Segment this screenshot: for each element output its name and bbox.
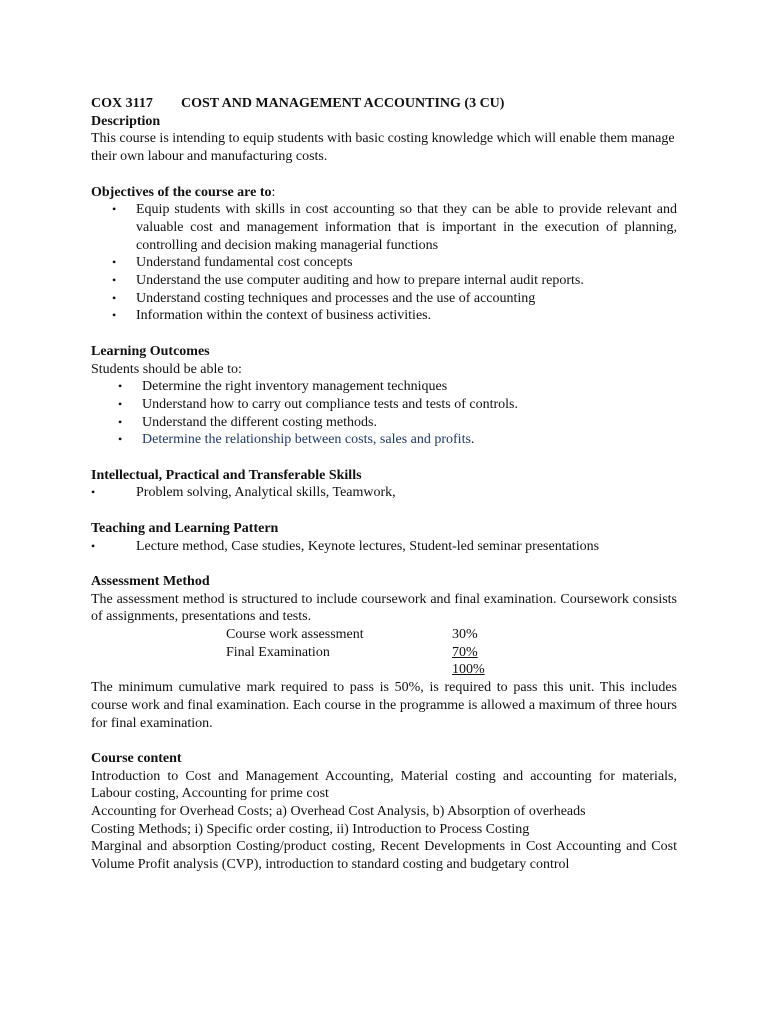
bullet-icon: • bbox=[118, 396, 123, 411]
bullet-icon: • bbox=[91, 538, 96, 553]
assessment-value: 70% bbox=[452, 644, 478, 660]
bullet-icon: • bbox=[112, 273, 117, 288]
list-item: • Understand fundamental cost concepts bbox=[112, 255, 353, 271]
document-body bbox=[91, 95, 677, 874]
assessment-value: 30% bbox=[452, 627, 478, 643]
skills-heading: Intellectual, Practical and Transferable Skills bbox=[91, 467, 362, 483]
list-item: • Understand costing techniques and processes and the use of accounting bbox=[112, 290, 536, 306]
assessment-heading: Assessment Method bbox=[91, 573, 210, 589]
list-item: • Information within the context of business activities. bbox=[112, 308, 432, 324]
table-row bbox=[91, 644, 677, 662]
course-content-line: Costing Methods; i) Specific order costing, ii) Introduction to Process Costing bbox=[91, 821, 530, 837]
learning-outcomes-intro: Students should be able to: bbox=[91, 361, 242, 377]
list-item: • Determine the right inventory management techniques bbox=[118, 379, 448, 395]
bullet-icon: • bbox=[118, 414, 123, 429]
course-content-line: Marginal and absorption Costing/product costing, Recent Developments in Cost Accounting and Cost Volume Profit analysis (CVP), introduction to standard costing and budgetary control bbox=[91, 839, 677, 873]
course-code: COX 3117 bbox=[91, 96, 153, 111]
objectives-list bbox=[91, 201, 677, 325]
table-row bbox=[91, 626, 677, 644]
bullet-icon: • bbox=[118, 379, 123, 394]
bullet-icon: • bbox=[112, 255, 117, 270]
assessment-label: Course work assessment bbox=[226, 627, 364, 643]
assessment-note: The minimum cumulative mark required to pass is 50%, is required to pass this unit. This includes course work and final examination. Each course in the programme is allowed a maximum of three hours for final examination. bbox=[91, 680, 677, 731]
list-item: • Problem solving, Analytical skills, Teamwork, bbox=[91, 485, 396, 501]
list-item: • Understand the different costing methods. bbox=[118, 414, 377, 430]
description-heading: Description bbox=[91, 113, 161, 129]
course-name: COST AND MANAGEMENT ACCOUNTING (3 CU) bbox=[181, 96, 505, 111]
teaching-list bbox=[91, 538, 677, 556]
list-item: • Lecture method, Case studies, Keynote lectures, Student-led seminar presentations bbox=[91, 538, 600, 554]
assessment-table bbox=[91, 626, 677, 679]
teaching-heading: Teaching and Learning Pattern bbox=[91, 520, 279, 536]
bullet-icon: • bbox=[112, 202, 117, 217]
list-item: • Equip students with skills in cost accounting so that they can be able to provide relevant and valuable cost and management information that is important in the execution of planning, controlling and decision making managerial functions bbox=[112, 202, 677, 253]
course-content-line: Accounting for Overhead Costs; a) Overhead Cost Analysis, b) Absorption of overheads bbox=[91, 804, 586, 820]
bullet-icon: • bbox=[112, 308, 117, 323]
list-item: • Understand the use computer auditing and how to prepare internal audit reports. bbox=[112, 273, 584, 289]
skills-list bbox=[91, 484, 677, 502]
assessment-label: Final Examination bbox=[226, 644, 330, 660]
learning-outcomes-heading: Learning Outcomes bbox=[91, 343, 210, 359]
list-item: • Understand how to carry out compliance tests and tests of controls. bbox=[118, 396, 518, 412]
assessment-text: The assessment method is structured to include coursework and final examination. Coursework consists of assignments, presentations and tests. bbox=[91, 591, 677, 625]
course-content-heading: Course content bbox=[91, 750, 182, 766]
bullet-icon: • bbox=[112, 290, 117, 305]
objectives-heading: Objectives of the course are to: bbox=[91, 184, 276, 200]
learning-outcomes-list bbox=[91, 378, 677, 449]
course-content-line: Introduction to Cost and Management Accounting, Material costing and accounting for materials, Labour costing, Accounting for prime cost bbox=[91, 768, 677, 802]
bullet-icon: • bbox=[118, 432, 123, 447]
bullet-icon: • bbox=[91, 485, 96, 500]
description-text: This course is intending to equip students with basic costing knowledge which will enable them manage their own labour and manufacturing costs. bbox=[91, 131, 675, 165]
table-row bbox=[91, 661, 677, 679]
list-item: • Determine the relationship between costs, sales and profits. bbox=[118, 432, 475, 448]
course-title bbox=[91, 95, 677, 113]
assessment-total: 100% bbox=[452, 662, 485, 678]
